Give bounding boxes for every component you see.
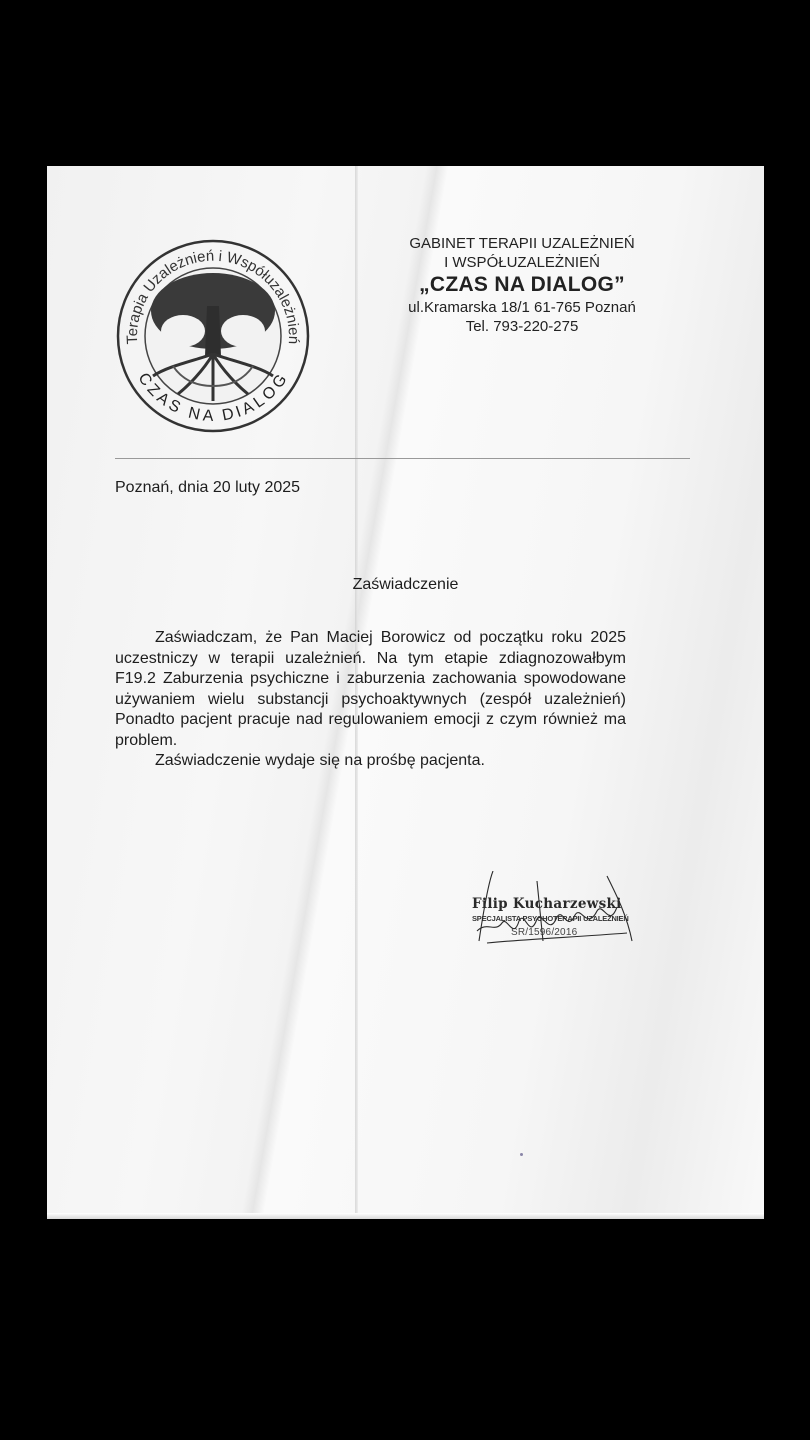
seal-text-bottom: CZAS NA DIALOG <box>134 370 292 425</box>
handwritten-signature <box>467 871 637 956</box>
stamp-registration: SR/1596/2016 <box>511 927 578 938</box>
letterhead-line1: GABINET TERAPII UZALEŻNIEŃ <box>409 235 635 252</box>
letterhead-line2: I WSPÓŁUZALEŻNIEŃ <box>444 254 600 271</box>
organization-phone: Tel. 793-220-275 <box>465 318 579 335</box>
stamp-name: Filip Kucharzewski <box>472 896 622 912</box>
body-paragraph: Zaświadczam, że Pan Maciej Borowicz od początku roku 2025 uczestniczy w terapii uzależnień. Na tym etapie zdiagnozowałbym F19.2 Zaburzenia psychiczne i zaburzenia zachowania spowodowane używaniem wielu substancji psychoaktywnych (zespół uzależnień) Ponadto pacjent pracuje nad regulowaniem emocji z czym również ma problem. <box>115 629 626 749</box>
header-divider <box>115 458 690 459</box>
seal-text-top: Terapia Uzależnień i Współuzależnień <box>123 247 303 345</box>
logo-seal <box>113 236 313 436</box>
ink-speck <box>520 1153 523 1156</box>
tree-of-life-icon <box>145 268 281 404</box>
letterhead <box>367 234 677 336</box>
signature-stamp <box>467 871 637 956</box>
organization-name: „CZAS NA DIALOG” <box>419 273 625 296</box>
stamp-role: SPECJALISTA PSYCHOTERAPII UZALEŻNIEŃ <box>472 914 629 923</box>
document-title: Zaświadczenie <box>352 576 459 593</box>
organization-address: ul.Kramarska 18/1 61-765 Poznań <box>408 299 636 316</box>
date-line: Poznań, dnia 20 luty 2025 <box>115 479 301 496</box>
document-page <box>47 166 764 1219</box>
closing-line: Zaświadczenie wydaje się na prośbę pacjenta. <box>155 752 485 769</box>
